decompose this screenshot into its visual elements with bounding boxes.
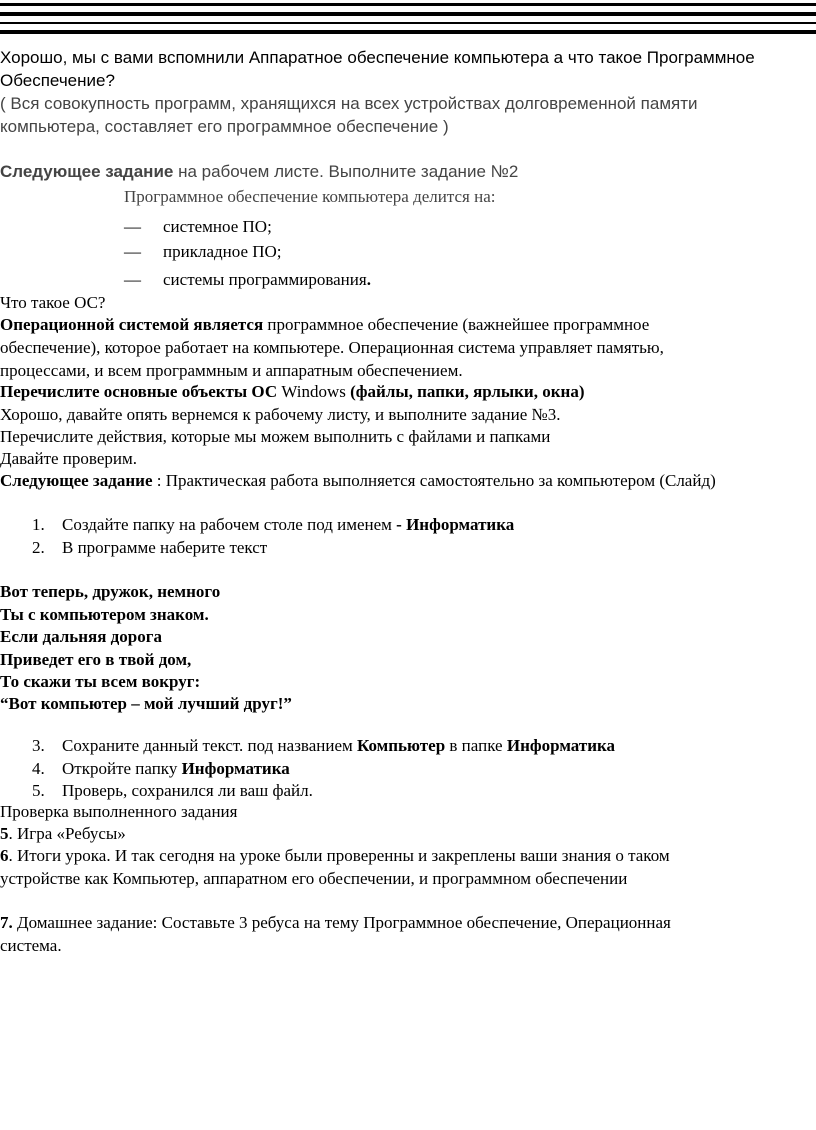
poem-line-6: “Вот компьютер – мой лучший друг!” <box>0 694 292 713</box>
step-4-b: Информатика <box>181 759 290 778</box>
os-definition-3: процессами, и всем программным и аппаратным обеспечением. <box>0 361 463 380</box>
step-2-text: В программе наберите текст <box>62 538 268 557</box>
step-3-num: 3. <box>32 736 45 755</box>
po-item-3-text: системы программирования <box>163 270 367 289</box>
step-3 <box>62 734 615 757</box>
practical-rest: : Практическая работа выполняется самостоятельно за компьютером (Слайд) <box>152 471 716 490</box>
step-1-text: Создайте папку на рабочем столе под именем <box>62 515 397 534</box>
intro-line-4: компьютера, составляет его программное обеспечение ) <box>0 117 449 136</box>
homework-7 <box>0 911 671 934</box>
os-definition-bold: Операционной системой является <box>0 315 264 334</box>
po-item-1: системное ПО; <box>163 217 272 236</box>
worksheet-line-2: Перечислите действия, которые мы можем выполнить с файлами и папками <box>0 427 551 446</box>
step-1-bold: - Информатика <box>396 515 515 534</box>
intro-line-3: ( Вся совокупность программ, хранящихся на всех устройствах долговременной памяти <box>0 94 698 113</box>
intro-line-1: Хорошо, мы с вами вспомнили Аппаратное обеспечение компьютера а что такое Программное <box>0 48 755 67</box>
poem-line-2: Ты с компьютером знаком. <box>0 605 209 624</box>
step-3-c: в папке <box>445 736 507 755</box>
homework-7-num: 7. <box>0 913 13 932</box>
step-4 <box>62 757 290 780</box>
summary-6 <box>0 844 670 867</box>
header-rule-2 <box>0 12 816 16</box>
os-objects-a: Перечислите основные объекты ОС <box>0 382 282 401</box>
po-dash-3: — <box>124 270 141 289</box>
step-4-num: 4. <box>32 759 45 778</box>
os-definition-rest: программное обеспечение (важнейшее программное <box>263 315 650 334</box>
step-3-b: Компьютер <box>357 736 446 755</box>
step-3-d: Информатика <box>506 736 616 755</box>
po-item-3-punct: . <box>366 270 371 289</box>
task2-paragraph <box>0 160 518 183</box>
header-rules <box>0 0 816 40</box>
poem-line-3: Если дальняя дорога <box>0 627 162 646</box>
poem-line-4: Приведет его в твой дом, <box>0 650 192 669</box>
step-1-num: 1. <box>32 515 45 534</box>
step-5-num: 5. <box>32 781 45 800</box>
po-heading: Программное обеспечение компьютера делится на: <box>124 187 496 206</box>
practical-paragraph <box>0 469 716 492</box>
worksheet-line-1: Хорошо, давайте опять вернемся к рабочему листу, и выполните задание №3. <box>0 405 561 424</box>
task2-bold: Следующее задание <box>0 162 174 181</box>
step-2-num: 2. <box>32 538 45 557</box>
po-item-3 <box>163 268 371 291</box>
summary-6-line-2: устройстве как Компьютер, аппаратном его обеспечении, и программном обеспечении <box>0 869 628 888</box>
po-dash-2: — <box>124 242 141 261</box>
po-dash-1: — <box>124 217 141 236</box>
poem-line-5: То скажи ты всем вокруг: <box>0 672 201 691</box>
homework-7-line-2: система. <box>0 936 62 955</box>
step-1 <box>62 513 514 536</box>
header-rule-4 <box>0 30 816 34</box>
os-objects-c: (файлы, папки, ярлыки, окна) <box>345 382 585 401</box>
step-5-text: Проверь, сохранился ли ваш файл. <box>62 781 313 800</box>
practical-bold: Следующее задание <box>0 471 153 490</box>
step-4-a: Откройте папку <box>62 759 182 778</box>
os-definition-1 <box>0 313 649 336</box>
check-line: Проверка выполненного задания <box>0 802 238 821</box>
summary-6-text: . Итоги урока. И так сегодня на уроке были проверенны и закреплены ваши знания о таком <box>8 846 670 865</box>
summary-6-num: 6 <box>0 846 9 865</box>
game-5 <box>0 822 126 845</box>
os-objects-windows: Windows <box>281 382 346 401</box>
game-5-num: 5 <box>0 824 9 843</box>
po-item-2: прикладное ПО; <box>163 242 282 261</box>
poem-line-1: Вот теперь, дружок, немного <box>0 582 221 601</box>
os-definition-2: обеспечение), которое работает на компьютере. Операционная система управляет памятью, <box>0 338 664 357</box>
header-rule-1 <box>0 3 816 6</box>
worksheet-line-3: Давайте проверим. <box>0 449 137 468</box>
step-3-a: Сохраните данный текст. под названием <box>62 736 358 755</box>
game-5-text: . Игра «Ребусы» <box>8 824 126 843</box>
task2-rest: на рабочем листе. Выполните задание №2 <box>173 162 519 181</box>
os-objects <box>0 380 584 403</box>
header-rule-3 <box>0 22 816 24</box>
homework-7-text: Домашнее задание: Составьте 3 ребуса на тему Программное обеспечение, Операционная <box>12 913 671 932</box>
intro-line-2: Обеспечение? <box>0 71 115 90</box>
os-question: Что такое ОС? <box>0 293 106 312</box>
